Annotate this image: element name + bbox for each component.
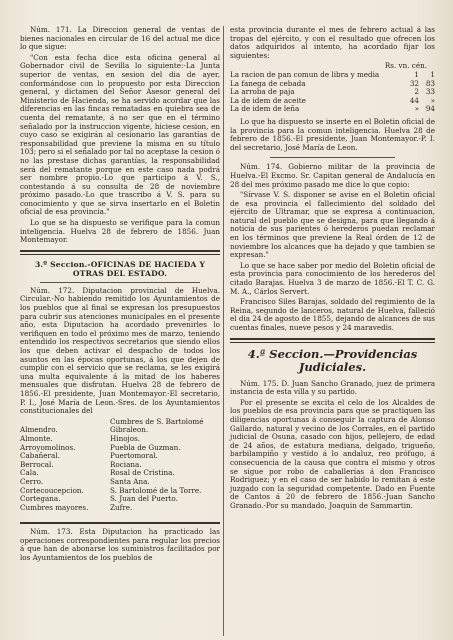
price-item: La arroba de paja xyxy=(230,87,295,97)
section-4-heading: 4.ª Seccion.—Providencias Judiciales. xyxy=(247,346,418,374)
notice-173: Núm. 173. Esta Diputacion ha practicado las operaciones correspondientes para regular los precios á que han de abonarse los suministros facilitados por los Ayuntamientos de los pueblos de xyxy=(20,527,220,563)
town: Cala. xyxy=(20,468,39,478)
town: Rosal de Cristina. xyxy=(110,468,175,478)
price-item: La de idem de leña xyxy=(230,104,300,114)
town: Cortecoucepcion. xyxy=(20,485,84,495)
notice-175-body: Por el presente se excita el celo de los Alcaldes de los pueblos de esa provincia para que se practiquen las diligencias oportunas á conseguir la captura de Alonso Gallardo, natural y vecino de los Corrales, en el partido judicial de Osuna, casado con hijos, pellejero, de edad de 24 años, de estatura mediana, delgado, trigueño, barbilampiño y vestido á lo andaluz, reo prófugo, á consecuencia de la causa que contra el mismo y otros se sigue por robo de caballerías á don Francisco Rodriguez; y en el caso de ser habido lo remitan á este juzgado con la seguridad competente. Dado en Fuente de Cantos á 20 de febrero de 1856.-Juan Sancho Granado.-Por su mandado, Joaquin de Sammartin. xyxy=(230,397,435,510)
notice-173-cont: esta provincia durante el mes de febrero actual á las tropas del ejército, y con el resultado que ofrecen los datos adquiridos al intento, ha acordado fijar los siguientes: xyxy=(230,25,435,60)
notice-175: Núm. 175. D. Juan Sancho Granado, juez de primera instancia de esta villa y su partido. xyxy=(230,378,435,397)
town: Cabañeral. xyxy=(20,451,60,461)
notice-174-body: "Sírvase V. S. disponer se avise en el Boletin oficial de esa provincia el fallecimiento del soldado del ejército de Ultramar, que se expresa á continuacion, natural del pueblo que se designa, para que llegando á noticia de sus parientes ó herederos puedan reclamar en los términos que previene la Real órden de 12 de noviembre los alcances que ha dejado y que tambien se expresan." xyxy=(230,190,435,260)
notice-172: Núm. 172. Diputacion provincial de Huelva. Circular.-No habiendo remitido los Ayuntamientos de los pueblos que al final se expresan los presupuestos para cubrir sus atenciones municipales en el presente año, esta Diputacion ha acordado prevenirles lo verifiquen en todo el próximo mes de marzo, teniendo entendido los respectivos secretarios que siendo ellos los que deben activar el despacho de todos los asuntos en las épocas oportunas, á los que dejen de cumplir con el servicio que se reclama, se les exigirá una multa equivalente á la mitad de los haberes mensuales que disfrutan. Huelva 28 de febrero de 1856.-El presidente, Juan Montemayor.-El secretario, P. I., José María de Leon.-Sres. de los Ayuntamientos constitucionales del xyxy=(20,285,220,416)
section-divider xyxy=(20,250,220,255)
price-item: La fanega de cebada xyxy=(230,78,306,88)
town: Hinojos. xyxy=(110,433,141,443)
price-rs: » xyxy=(414,104,419,114)
price-rs: 1 xyxy=(414,69,419,79)
town: Cerro. xyxy=(20,476,44,486)
town: S. Juan del Puerto. xyxy=(110,494,178,504)
price-cen: » xyxy=(430,95,435,105)
notice-171: Núm. 171. La Direccion general de ventas de bienes nacionales en circular de 16 del actual me dice lo que sigue: xyxy=(20,25,220,52)
price-rs: 44 xyxy=(409,95,419,105)
notice-174-detail: Francisco Siles Barajas, soldado del regimiento de la Reina, segundo de lanceros, natural de Huelva, falleció el dia 24 de agosto de 1855, dejando de alcances de sus cuentas finales, nueve pesos y 24 maravedis. xyxy=(230,297,435,332)
price-header: Rs. vn. cén. xyxy=(384,61,427,71)
column-divider xyxy=(223,26,224,636)
town: Almonte. xyxy=(20,433,53,443)
notice-173-closing: Lo que ha dispuesto se inserte en el Boletin oficial de la provincia para la comun inteligencia. Huelva 28 de febrero de 1856.-El presidente, Juan Montemayor.-P. I. del secretario, José María de Leon. xyxy=(230,116,436,152)
towns-list xyxy=(20,418,220,513)
town: Cumbres de S. Bartolomé xyxy=(110,416,204,426)
town: Almendro. xyxy=(20,425,58,435)
price-item: La de idem de aceite xyxy=(230,95,306,105)
section-3-heading: 3.º Seccion.-OFICINAS DE HACIEDA Y OTRAS DEL ESTADO. xyxy=(34,259,206,278)
section-divider xyxy=(20,522,220,524)
town: Gibraleon. xyxy=(110,425,149,435)
notice-171-body: "Con esta fecha dice esta oficina general al Gobernador civil de Sevilla lo siguiente:-La Junta superior de ventas, en sesion del dia de ayer, conformándose con lo propuesto por esta Direccion general, y dictamen del Señor Asesor general del Ministerio de Hacienda, se ha servido acordar que las diferencias en las fincas rematadas en quiebra sea de cuenta del rematante, á no ser que en el término señalado por la instruccion vigente, hiciese cesion, en cuyo caso se exigirán al cesionario las garantías de responsabilidad que previene la misma en su título 103; pero si el señalado por tal no aceptase la cesion ó no las prestase dichas garantías, la responsabilidad será del rematante porque en este caso nada podrá ser nombre propio.-Lo que participo á V. S., contestando á su consulta de 28 de noviembre próximo pasado.-Lo que trascribo á V. S. para su conocimiento y que se sirva insertarlo en el Boletin oficial de esa provincia." xyxy=(20,52,221,217)
notice-rule xyxy=(270,157,395,158)
town: Santa Ana. xyxy=(110,476,150,486)
left-column xyxy=(20,26,220,565)
town: Arroyomolinos. xyxy=(20,442,76,452)
town: Cumbres mayores. xyxy=(20,502,89,512)
heading-rule xyxy=(40,282,200,283)
town: S. Bartolomé de la Torre. xyxy=(110,485,202,495)
right-column xyxy=(230,26,435,513)
notice-174-closing: Lo que se hace saber por medio del Boletin oficial de esta provincia para conocimiento de los herederos del citado Barajas. Huelva 3 de marzo de 1856.-El T. C. G. M. A., Cárlos Servert. xyxy=(230,260,435,296)
towns-col-right xyxy=(110,418,220,513)
price-cen: 94 xyxy=(425,104,435,114)
table-row xyxy=(230,105,435,114)
price-cen: 1 xyxy=(430,69,435,79)
town: Berrocal. xyxy=(20,459,54,469)
town: Puebla de Guzman. xyxy=(110,442,181,452)
notice-174: Núm. 174. Gobierno militar de la provincia de Huelva.-El Excmo. Sr. Capitan general de Andalucía en 28 del mes próximo pasado me dice lo que copio: xyxy=(230,162,435,189)
section-divider xyxy=(230,338,435,343)
towns-col-left xyxy=(20,418,110,513)
price-rs: 2 xyxy=(414,87,419,97)
price-item: La racion de pan comun de libra y media xyxy=(230,69,380,79)
price-cen: 83 xyxy=(425,78,435,88)
price-cen: 33 xyxy=(425,87,435,97)
town: Puertomoral. xyxy=(110,451,158,461)
notice-171-closing: Lo que se ha dispuesto se verifique para la comun inteligencia. Huelva 28 de febrero de 1856. Juan Montemayor. xyxy=(20,218,220,245)
town: Rociana. xyxy=(110,459,142,469)
price-table xyxy=(230,71,435,114)
town: Cortegana. xyxy=(20,494,61,504)
town: Zufre. xyxy=(110,502,133,512)
price-rs: 32 xyxy=(409,78,419,88)
